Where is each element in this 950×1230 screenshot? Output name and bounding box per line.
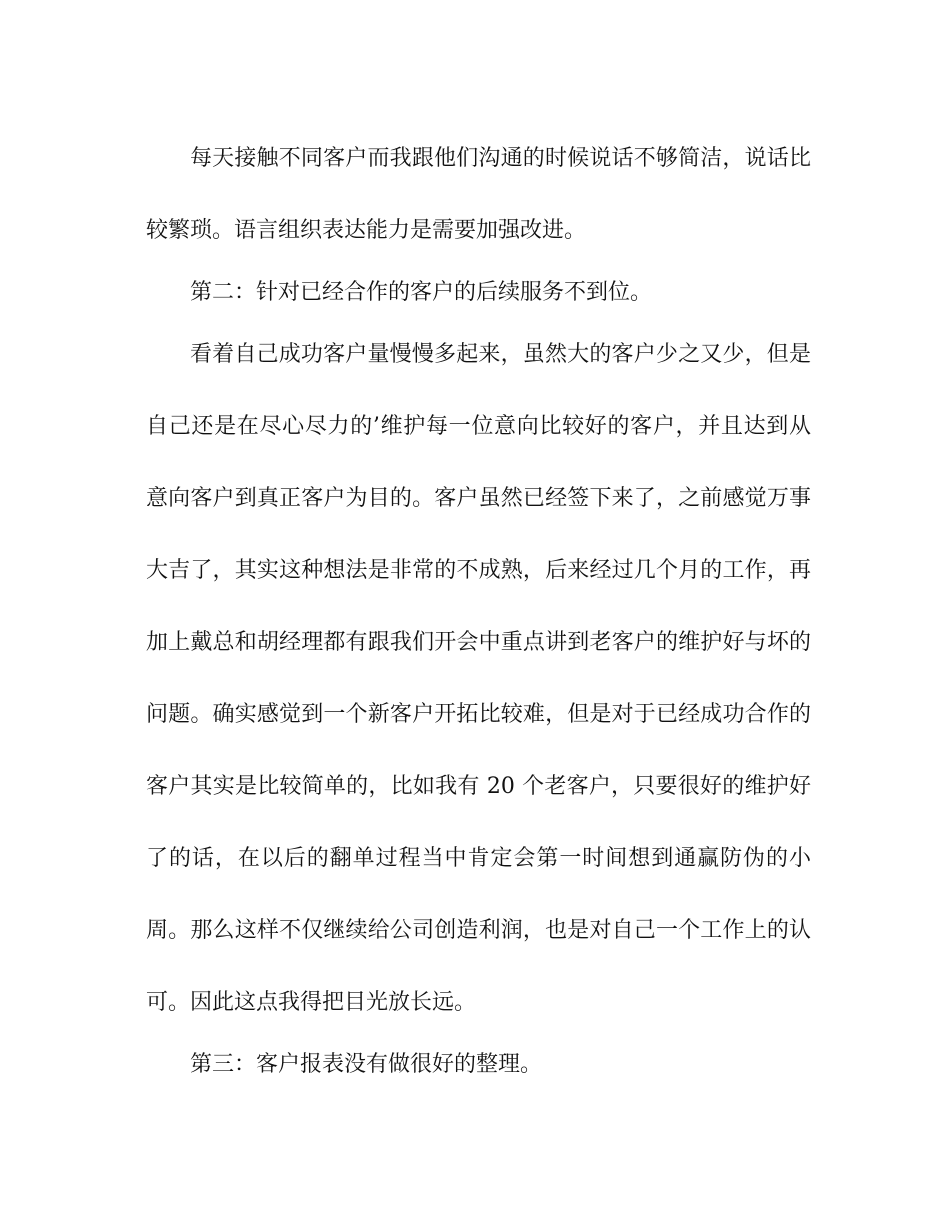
heading-section-three: 第三：客户报表没有做很好的整理。	[190, 1052, 543, 1077]
heading-section-two: 第二：针对已经合作的客户的后续服务不到位。	[190, 280, 653, 305]
document-body	[146, 123, 811, 1103]
paragraph-communication: 每天接触不同客户而我跟他们沟通的时候说话不够简洁，说话比较繁琐。语言组织表达能力是需要加强改进。	[146, 146, 811, 243]
paragraph-client-maintenance: 看着自己成功客户量慢慢多起来，虽然大的客户少之又少，但是自己还是在尽心尽力的’维护每一位意向比较好的客户，并且达到从意向客户到真正客户为目的。客户虽然已经签下来了，之前感觉万事大吉了，其实这种想法是非常的不成熟，后来经过几个月的工作，再加上戴总和胡经理都有跟我们开会中重点讲到老客户的维护好与坏的问题。确实感觉到一个新客户开拓比较难，但是对于已经成功合作的客户其实是比较简单的，比如我有 20 个老客户，只要很好的维护好了的话，在以后的翻单过程当中肯定会第一时间想到通赢防伪的小周。那么这样不仅继续给公司创造利润，也是对自己一个工作上的认可。因此这点我得把目光放长远。	[146, 342, 811, 1015]
